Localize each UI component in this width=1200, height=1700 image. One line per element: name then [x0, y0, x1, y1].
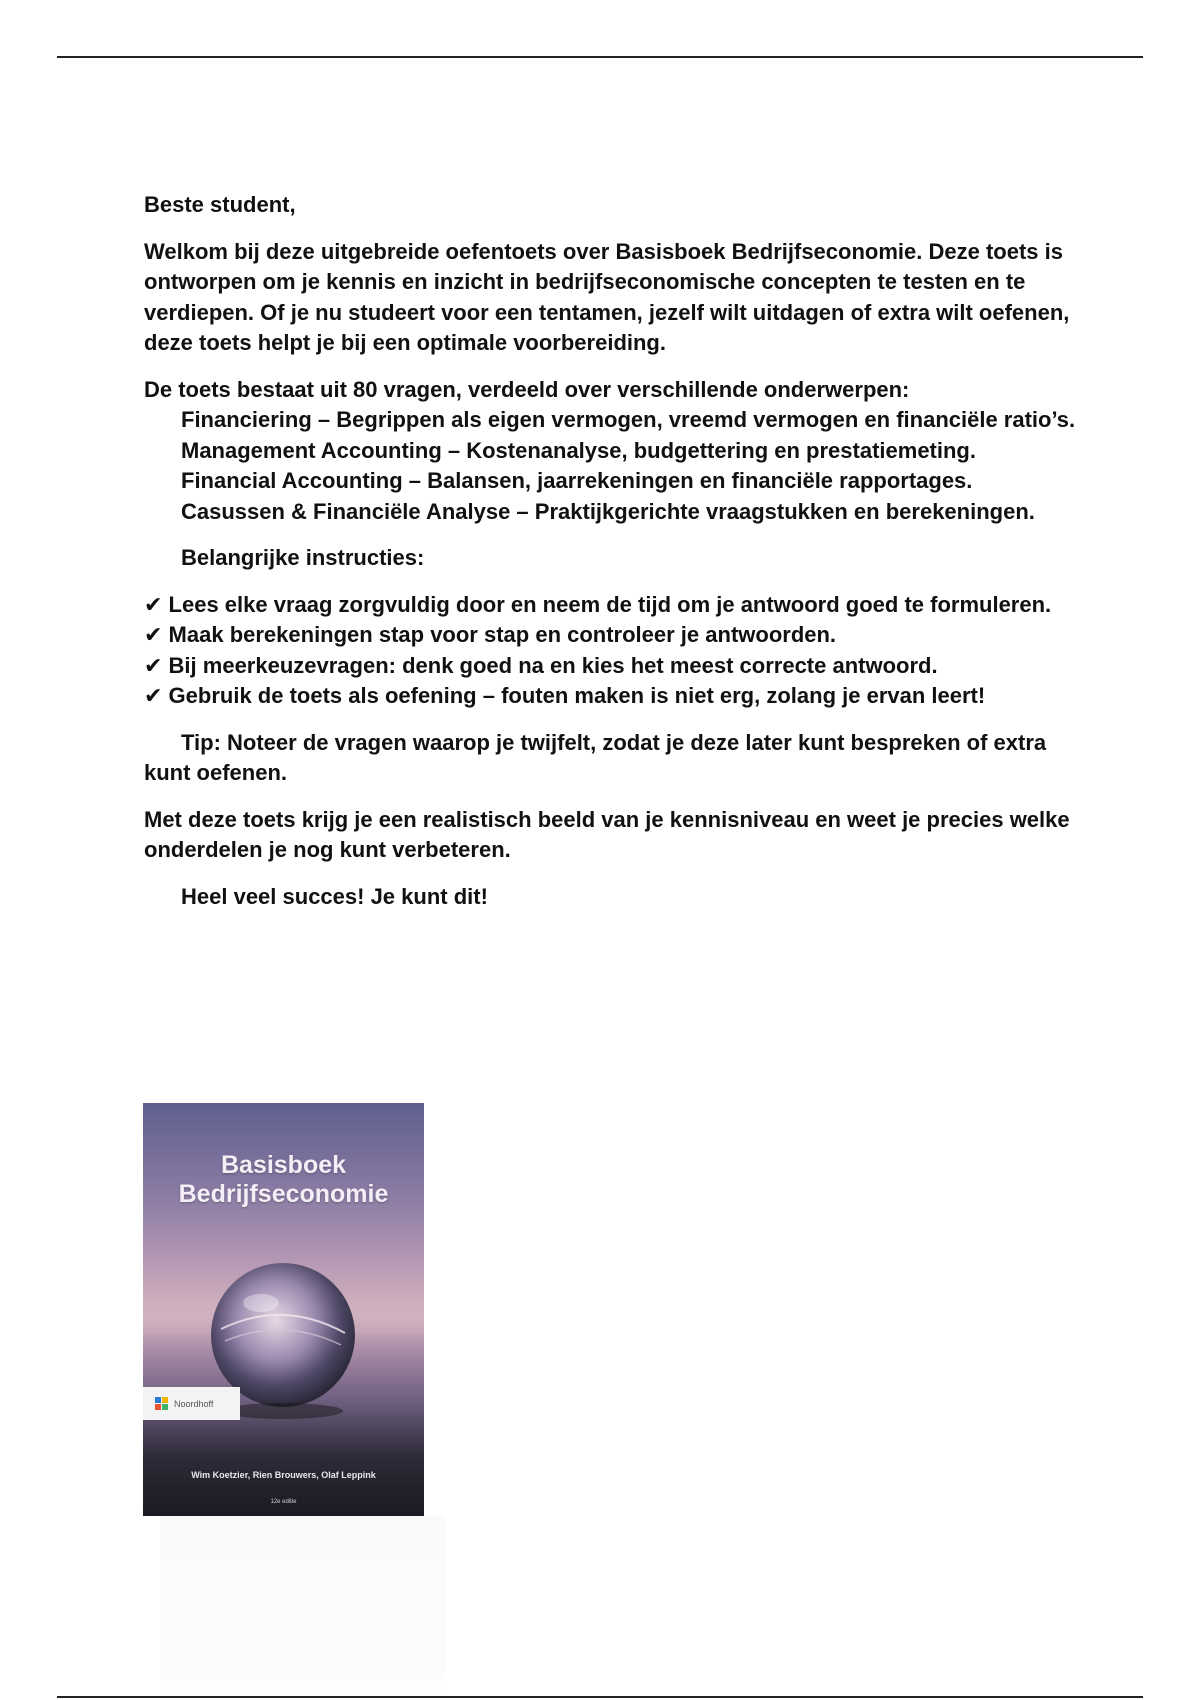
header-rule [57, 56, 1143, 58]
cover-authors: Wim Koetzier, Rien Brouwers, Olaf Leppink [191, 1470, 376, 1480]
publisher-logo-icon [155, 1397, 169, 1411]
cover-title-line2: Bedrijfseconomie [178, 1180, 389, 1208]
greeting: Beste student, [144, 192, 296, 217]
footer-rule [57, 1696, 1143, 1698]
cover-title [143, 1151, 424, 1209]
instruction-item: ✔ Gebruik de toets als oefening – fouten maken is niet erg, zolang je ervan leert! [144, 683, 986, 708]
publisher-name: Noordhoff [174, 1398, 214, 1409]
cover-edition: 12e editie [270, 1499, 297, 1505]
topic-item: Management Accounting – Kostenanalyse, budgettering en prestatiemeting. [181, 437, 976, 463]
topics-intro: De toets bestaat uit 80 vragen, verdeeld over verschillende onderwerpen: [144, 376, 910, 402]
topic-item: Casussen & Financiële Analyse – Praktijkgerichte vraagstukken en berekeningen. [181, 498, 1035, 524]
topic-item: Financial Accounting – Balansen, jaarrekeningen en financiële rapportages. [181, 468, 973, 493]
instruction-item: ✔ Maak berekeningen stap voor stap en controleer je antwoorden. [144, 622, 837, 647]
closing-paragraph: Met deze toets krijg je een realistisch beeld van je kennisniveau en weet je precies welke onderdelen je nog kunt verbeteren. [144, 806, 1070, 862]
topics-section [144, 375, 1084, 528]
instruction-item: ✔ Bij meerkeuzevragen: denk goed na en kies het meest correcte antwoord. [144, 652, 938, 678]
intro-paragraph: Welkom bij deze uitgebreide oefentoets over Basisboek Bedrijfseconomie. Deze toets is ontworpen om je kennis en inzicht in bedrijfseconomische concepten te testen en te verdiepen. Of je nu studeert voor een tentamen, jezelf wilt uitdagen of extra wilt oefenen, deze toets helpt je bij een optimale voorbereiding. [144, 238, 1070, 355]
tip-paragraph: Tip: Noteer de vragen waarop je twijfelt, zodat je deze later kunt bespreken of extra kunt oefenen. [144, 729, 1047, 785]
instructions-heading: Belangrijke instructies: [181, 545, 425, 570]
instructions-list [144, 590, 1084, 712]
letter-body [144, 190, 1084, 928]
wish-line: Heel veel succes! Je kunt dit! [181, 883, 488, 909]
cover-title-line1: Basisboek [220, 1151, 347, 1179]
cover-shadow [160, 1516, 446, 1694]
publisher-badge [143, 1387, 240, 1420]
book-cover-image [143, 1103, 424, 1516]
instruction-item: ✔ Lees elke vraag zorgvuldig door en neem de tijd om je antwoord goed te formuleren. [144, 591, 1052, 617]
topic-item: Financiering – Begrippen als eigen vermogen, vreemd vermogen en financiële ratio’s. [181, 407, 1076, 432]
